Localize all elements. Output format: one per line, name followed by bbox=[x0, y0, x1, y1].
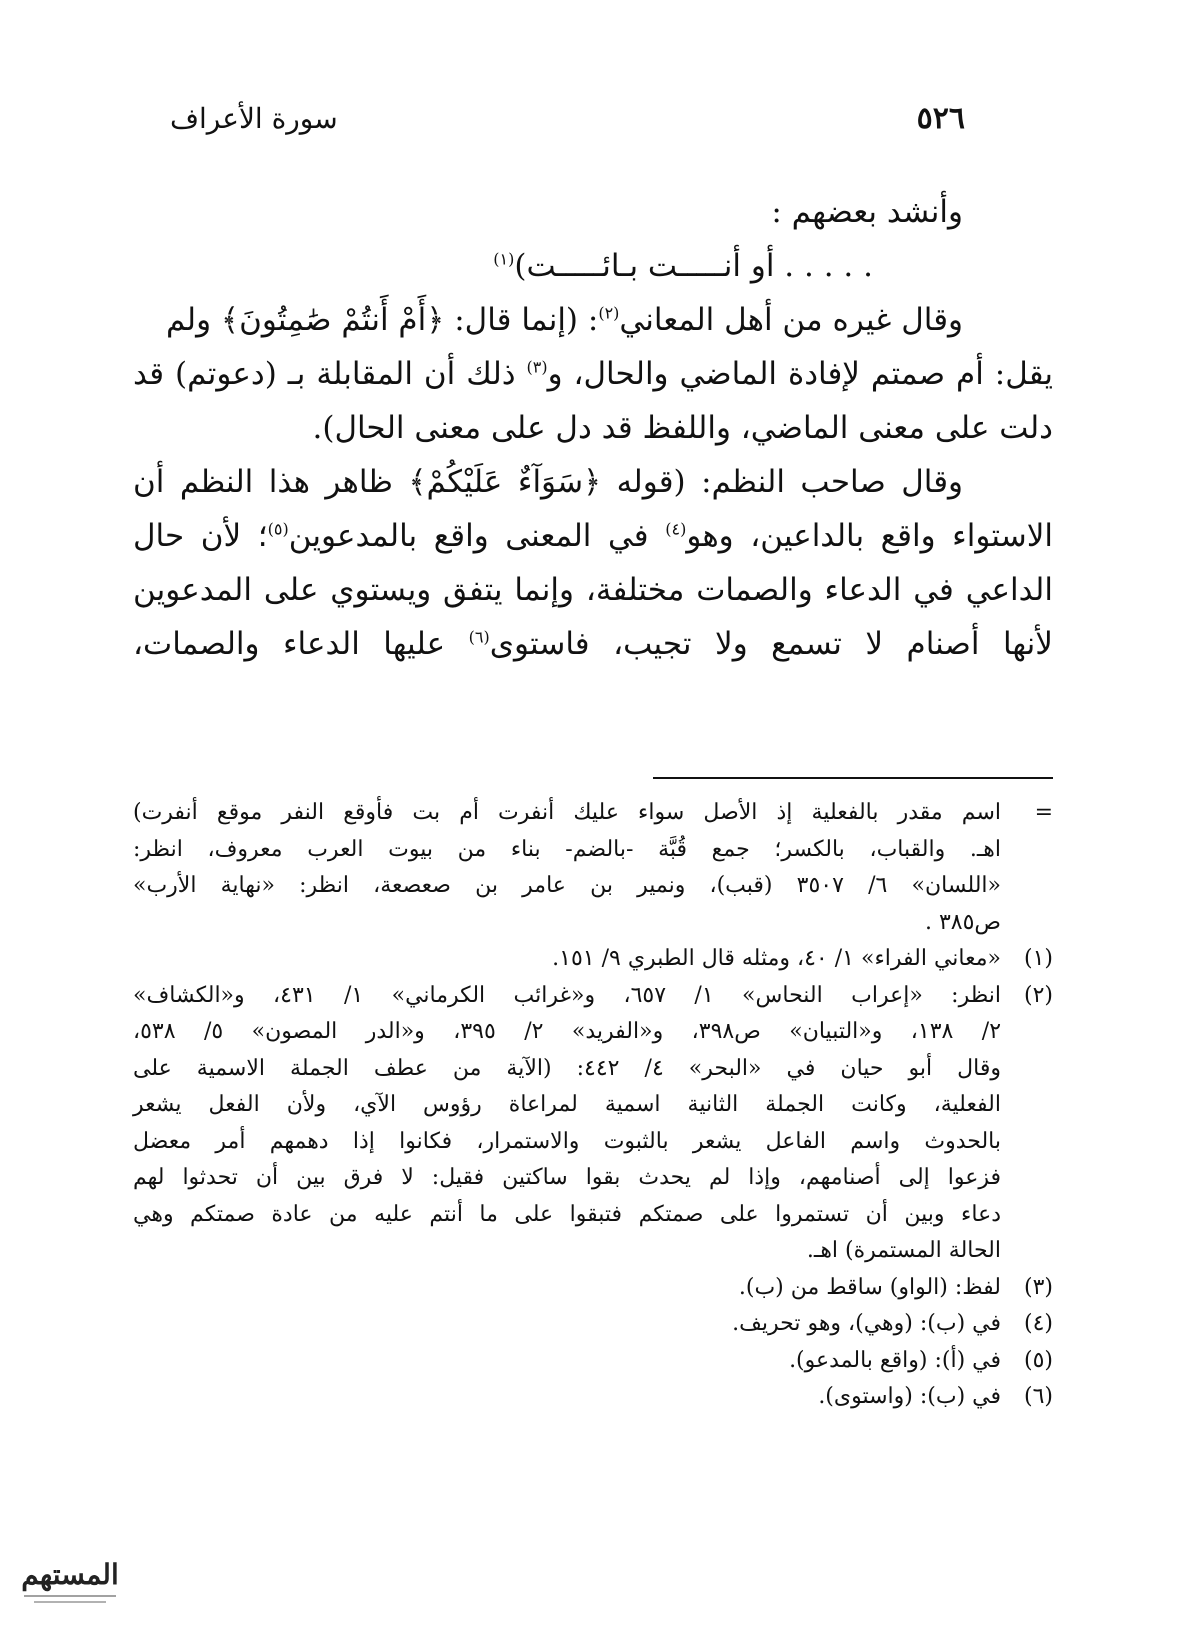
footnote-line: ٢/ ١٣٨، و«التبيان» ص٣٩٨، و«الفريد» ٢/ ٣٩٥، و«الدر المصون» ٥/ ٥٣٨، bbox=[133, 1019, 1002, 1044]
footnote-mark: (٤) bbox=[1023, 1311, 1053, 1336]
text-line-4: يقل: أم صمتم لإفادة الماضي والحال، و$^{(٣)}$ ذلك أن المقابلة بـ (دعوتم) قد bbox=[133, 356, 1054, 392]
publisher-logo bbox=[6, 1548, 134, 1612]
footnote-body bbox=[133, 1270, 1001, 1307]
footnote-mark: (١) bbox=[1023, 946, 1053, 971]
text-line-7: الاستواء واقع بالداعين، وهو$^{(٤)}$ في المعنى واقع بالمدعوين$^{(٥)}$؛ لأن حال bbox=[133, 518, 1054, 554]
page-header bbox=[170, 98, 965, 138]
footnote-item bbox=[133, 1379, 1053, 1416]
footnote-line: بالحدوث واسم الفاعل يشعر بالثبوت والاستمرار، فكانوا إذا دهمهم أمر معضل bbox=[133, 1128, 1001, 1154]
verse-line: . . . . . أو أنـــــت بـائـــــت)$^{(١)}$ bbox=[493, 248, 873, 284]
surah-title: سورة الأعراف bbox=[170, 101, 338, 135]
footnote-line: فزعوا إلى أصنامهم، وإذا لم يحدث بقوا ساكتين فقيل: لا فرق بين أن تحدثوا لهم bbox=[133, 1165, 1001, 1190]
footnote-ref-4: (٤) bbox=[665, 519, 687, 539]
footnote-item bbox=[133, 978, 1053, 1270]
footnote-body bbox=[133, 941, 1001, 978]
footnote-mark: (٣) bbox=[1023, 1274, 1053, 1300]
footnote-separator bbox=[653, 777, 1053, 779]
footnote-ref-6: (٦) bbox=[468, 627, 490, 647]
footnote-ref-3: (٣) bbox=[526, 357, 548, 377]
footnote-line: في (ب): (واستوى). bbox=[818, 1384, 1001, 1409]
footnote-line: ص٣٨٥ . bbox=[924, 909, 1001, 935]
footnote-body bbox=[133, 978, 1001, 1270]
footnote-item bbox=[133, 795, 1053, 941]
footnote-body bbox=[133, 795, 1001, 941]
footnote-line: انظر: «إعراب النحاس» ١/ ٦٥٧، و«غرائب الكرماني» ١/ ٤٣١، و«الكشاف» bbox=[133, 982, 1002, 1008]
svg-text:المستهم: المستهم bbox=[21, 1558, 119, 1591]
text-line-6: وقال صاحب النظم: (قوله ﴿سَوَآءٌ عَلَيْكُمْ﴾ ظاهر هذا النظم أن bbox=[133, 464, 963, 500]
footnote-ref-2: (٢) bbox=[598, 303, 620, 323]
footnote-ref-1: (١) bbox=[493, 249, 515, 269]
footnote-line: في (أ): (واقع بالمدعو). bbox=[789, 1347, 1001, 1373]
footnote-item bbox=[133, 1270, 1053, 1307]
footnote-line: وقال أبو حيان في «البحر» ٤/ ٤٤٢: (الآية من عطف الجملة الاسمية على bbox=[133, 1055, 1002, 1081]
footnote-line: «معاني الفراء» ١/ ٤٠، ومثله قال الطبري ٩/ ١٥١. bbox=[552, 946, 1001, 971]
main-text bbox=[133, 185, 1053, 671]
text-line-3: وقال غيره من أهل المعاني$^{(٢)}$: (إنما قال: ﴿أَمْ أَنتُمْ صَٰمِتُونَ﴾ ولم bbox=[166, 302, 963, 338]
footnote-line: لفظ: (الواو) ساقط من (ب). bbox=[738, 1274, 1001, 1300]
footnote-mark: (٢) bbox=[1023, 982, 1053, 1008]
footnote-line: اسم مقدر بالفعلية إذ الأصل سواء عليك أنفرت أم بت فأوقع النفر موقع أنفرت) bbox=[133, 800, 1001, 825]
footnote-item bbox=[133, 941, 1053, 978]
footnote-body bbox=[133, 1343, 1001, 1380]
text-line-9: لأنها أصنام لا تسمع ولا تجيب، فاستوى$^{(٦)}$ عليها الدعاء والصمات، bbox=[133, 626, 1053, 662]
footnote-item bbox=[133, 1343, 1053, 1380]
footnote-body bbox=[133, 1379, 1001, 1416]
footnote-item bbox=[133, 1306, 1053, 1343]
footnote-line: في (ب): (وهي)، وهو تحريف. bbox=[732, 1311, 1001, 1336]
footnote-line: الحالة المستمرة) اهـ. bbox=[806, 1238, 1001, 1263]
footnote-mark: = bbox=[1034, 800, 1053, 825]
footnote-line: دعاء وبين أن تستمروا على صمتكم فتبقوا على ما أنتم عليه من عادة صمتكم وهي bbox=[133, 1201, 1001, 1227]
text-line-8: الداعي في الدعاء والصمات مختلفة، وإنما يتفق ويستوي على المدعوين bbox=[133, 572, 1053, 608]
footnote-line: «اللسان» ٦/ ٣٥٠٧ (قبب)، ونمير بن عامر بن صعصعة، انظر: «نهاية الأرب» bbox=[133, 873, 1002, 898]
footnote-body bbox=[133, 1306, 1001, 1343]
footnote-ref-5: (٥) bbox=[267, 519, 289, 539]
footnote-mark: (٦) bbox=[1023, 1384, 1053, 1409]
text-line-5: دلت على معنى الماضي، واللفظ قد دل على معنى الحال). bbox=[312, 410, 1053, 446]
footnote-mark: (٥) bbox=[1023, 1347, 1053, 1373]
footnote-line: اهـ. والقباب، بالكسر؛ جمع قُبَّة -بالضم- بناء من بيوت العرب معروف، انظر: bbox=[133, 836, 1001, 862]
footnote-line: الفعلية، وكانت الجملة الثانية اسمية لمراعاة رؤوس الآي، ولأن الفعل يشعر bbox=[133, 1092, 1001, 1117]
text-line-1: وأنشد بعضهم : bbox=[771, 194, 963, 230]
page-number: ٥٢٦ bbox=[916, 100, 965, 136]
footnotes bbox=[133, 795, 1053, 1416]
